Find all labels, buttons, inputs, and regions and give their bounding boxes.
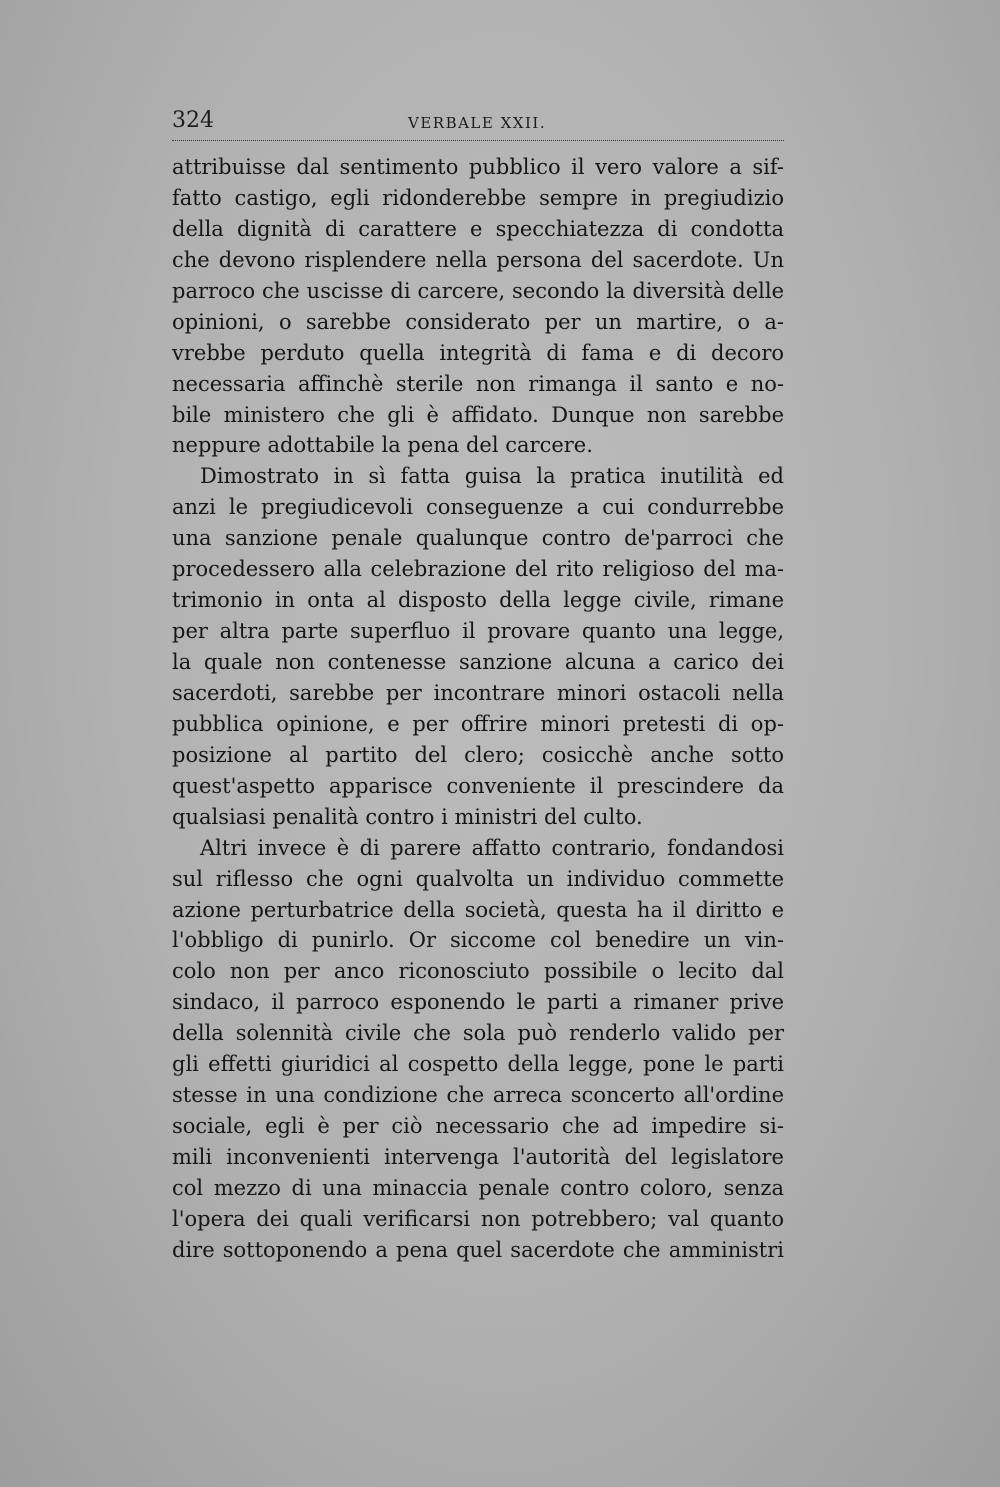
text-line: attribuisse dal sentimento pubblico il vero valore a sif-: [172, 155, 784, 179]
text-line: colo non per anco riconosciuto possibile o lecito dal: [172, 959, 784, 984]
text-line: azione perturbatrice della società, questa ha il diritto e: [172, 897, 784, 922]
text-line: sul riflesso che ogni qualvolta un individuo commette: [172, 866, 784, 891]
text-line: anzi le pregiudicevoli conseguenze a cui condurrebbe: [172, 495, 784, 520]
text-line: procedessero alla celebrazione del rito religioso del ma-: [172, 557, 784, 582]
text-line: l'opera dei quali verificarsi non potrebbero; val quanto: [172, 1206, 784, 1231]
text-line: necessaria affinchè sterile non rimanga il santo e no-: [172, 371, 784, 396]
text-line: mili inconvenienti intervenga l'autorità del legislatore: [172, 1145, 784, 1169]
text-line: posizione al partito del clero; cosicchè anche sotto: [172, 742, 784, 767]
text-line: Altri invece è di parere affatto contrario, fondandosi: [200, 835, 784, 860]
text-line: stesse in una condizione che arreca sconcerto all'ordine: [172, 1083, 784, 1108]
text-line: bile ministero che gli è affidato. Dunque non sarebbe: [172, 402, 784, 427]
text-line: per altra parte superfluo il provare quanto una legge,: [172, 619, 784, 644]
page-header: [172, 100, 782, 140]
text-line: sociale, egli è per ciò necessario che ad impedire si-: [172, 1114, 784, 1139]
text-line: trimonio in onta al disposto della legge civile, rimane: [172, 588, 784, 613]
text-line: neppure adottabile la pena del carcere.: [172, 433, 593, 458]
text-line: della solennità civile che sola può renderlo valido per: [172, 1021, 784, 1046]
text-line: gli effetti giuridici al cospetto della legge, pone le parti: [172, 1052, 784, 1077]
text-line: col mezzo di una minaccia penale contro coloro, senza: [172, 1175, 784, 1200]
text-line: qualsiasi penalità contro i ministri del culto.: [172, 804, 643, 829]
text-line: la quale non contenesse sanzione alcuna a carico dei: [172, 650, 784, 674]
text-line: pubblica opinione, e per offrire minori pretesti di op-: [172, 711, 784, 736]
text-line: della dignità di carattere e specchiatezza di condotta: [172, 216, 784, 241]
page-number: 324: [172, 108, 214, 133]
text-line: dire sottoponendo a pena quel sacerdote che amministri: [172, 1237, 784, 1262]
text-line: vrebbe perduto quella integrità di fama e di decoro: [172, 340, 784, 365]
running-head: VERBALE XXII.: [408, 114, 547, 132]
text-line: l'obbligo di punirlo. Or siccome col benedire un vin-: [172, 928, 784, 953]
text-line: sindaco, il parroco esponendo le parti a rimaner prive: [172, 990, 784, 1015]
text-line: una sanzione penale qualunque contro de'parroci che: [172, 526, 784, 551]
text-line: Dimostrato in sì fatta guisa la pratica inutilità ed: [200, 464, 784, 489]
header-rule: [172, 140, 784, 141]
text-line: quest'aspetto apparisce conveniente il prescindere da: [172, 773, 784, 798]
text-line: sacerdoti, sarebbe per incontrare minori ostacoli nella: [172, 680, 784, 705]
text-line: fatto castigo, egli ridonderebbe sempre in pregiudizio: [172, 185, 784, 210]
body-text: [172, 152, 784, 1266]
text-line: che devono risplendere nella persona del sacerdote. Un: [172, 247, 784, 272]
text-line: parroco che uscisse di carcere, secondo la diversità delle: [172, 278, 784, 303]
text-line: opinioni, o sarebbe considerato per un martire, o a-: [172, 309, 784, 334]
